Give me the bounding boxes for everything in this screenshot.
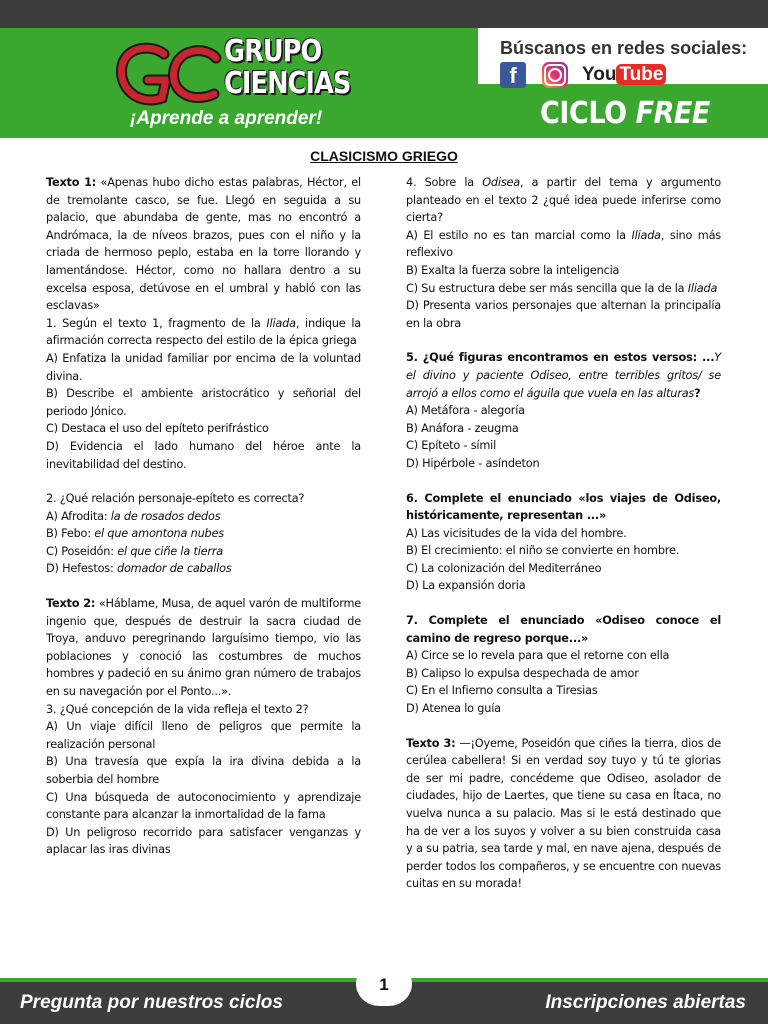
social-title: Búscanos en redes sociales:: [500, 38, 748, 58]
texto3-body: —¡Oyeme, Poseidón que ciñes la tierra, dios de cerúlea cabellera! Si en verdad soy tuyo y tú te glorias de ser mi padre, concédeme que Odiseo, asolador de ciudades, hijo de Laertes, que tiene su casa en Ítaca, no vuelva nunca a su palacio. Mas si le está destinado que ha de ver a los suyos y volver a su bien construida casa y a su patria, sea tarde y mal, en nave ajena, después de perder todos los compañeros, y se encuentre con nuevas cuitas en su morada!: [406, 736, 721, 891]
q5-option-c: C) Epíteto - símil: [406, 439, 497, 453]
q1-text-a: 1. Según el texto 1, fragmento de la: [46, 316, 267, 330]
texto1: [46, 174, 361, 315]
ciclo-word: CICLO: [540, 96, 627, 131]
question-7: 7. Complete el enunciado «Odiseo conoce el camino de regreso porque...»: [406, 614, 721, 645]
q4-a-tail: , sino más reflexivo: [406, 228, 721, 260]
q2-option-c: [46, 543, 361, 561]
texto1-body: «Apenas hubo dicho estas palabras, Héctor, el de tremolante casco, se fue. Llegó en seguida a su palacio, que abundaba de gente, mas no encontró a Andrómaca, la de níveos brazos, pues con el niño y la criada de hermoso peplo, estaba en la torre llorando y lamentándose. Héctor, como no hallara dentro a su excelsa esposa, detúvose en el umbral y habló con las esclavas»: [46, 176, 361, 313]
brand-name-line1: GRUPO: [224, 34, 322, 69]
q4-option-a: [406, 227, 721, 262]
slogan: ¡Aprende a aprender!: [130, 108, 323, 129]
texto3: [406, 735, 721, 893]
q4-option-b: B) Exalta la fuerza sobre la inteligencia: [406, 263, 620, 277]
question-5: [406, 349, 721, 402]
q2-b-label: B) Febo:: [46, 527, 95, 541]
q2-d-epithet: domador de caballos: [116, 562, 232, 576]
page-title: CLASICISMO GRIEGO: [310, 148, 458, 164]
q6-option-b: B) El crecimiento: el niño se convierte en hombre.: [406, 544, 680, 558]
q2-option-b: [46, 525, 361, 543]
question-2: 2. ¿Qué relación personaje-epíteto es correcta?: [46, 492, 305, 506]
brand-name-line2: CIENCIAS: [224, 66, 351, 101]
q6-option-d: D) La expansión doria: [406, 579, 526, 593]
q2-c-label: C) Poseidón:: [46, 544, 118, 558]
q7-option-c: C) En el Infierno consulta a Tiresias: [406, 684, 598, 698]
q3-option-a: A) Un viaje difícil lleno de peligros que permite la realización personal: [46, 720, 361, 751]
texto1-label: Texto 1:: [46, 176, 97, 189]
q2-c-epithet: el que ciñe la tierra: [117, 544, 224, 558]
q7-option-b: B) Calipso lo expulsa despechada de amor: [406, 666, 639, 680]
texto2: [46, 595, 361, 701]
q7-option-d: D) Atenea lo guía: [406, 702, 501, 716]
texto2-label: Texto 2:: [46, 597, 96, 611]
header-top-bar: [0, 0, 768, 28]
left-column: [46, 174, 361, 859]
header-banner: [0, 0, 768, 140]
q2-option-a: [46, 508, 361, 526]
q3-option-b: B) Una travesía que expía la ira divina debida a la soberbia del hombre: [46, 755, 361, 786]
q4-text-a: 4. Sobre la: [406, 176, 483, 189]
q2-option-d: [46, 560, 361, 578]
texto2-body: «Háblame, Musa, de aquel varón de multiforme ingenio que, después de destruir la sacra ciudad de Troya, anduvo peregrinando larguísimo tiempo, vio las poblaciones y conoció las costumbres de muchos hombres y padeció en su ánimo gran número de trabajos en su navegación por el Ponto...».: [46, 597, 361, 699]
q2-d-label: D) Hefestos:: [46, 562, 117, 576]
question-3: 3. ¿Qué concepción de la vida refleja el texto 2?: [46, 702, 309, 716]
q5-verses: Y el divino y paciente Odiseo, entre terribles gritos/ se arrojó a ellos como el águila que vuela en las alturas: [406, 351, 721, 400]
free-word: FREE: [635, 96, 710, 131]
footer-left-text: Pregunta por nuestros ciclos: [20, 992, 283, 1013]
question-4: [406, 174, 721, 227]
q5-option-d: D) Hipérbole - asíndeton: [406, 456, 540, 470]
q5-option-a: A) Metáfora - alegoría: [406, 404, 525, 418]
question-1: [46, 315, 361, 350]
q5-option-b: B) Anáfora - zeugma: [406, 421, 519, 435]
q7-option-a: A) Circe se lo revela para que el retorne con ella: [406, 649, 670, 663]
q2-a-epithet: la de rosados dedos: [110, 509, 221, 523]
q2-b-epithet: el que amontona nubes: [94, 527, 224, 541]
q6-option-a: A) Las vicisitudes de la vida del hombre.: [406, 526, 627, 540]
q2-a-label: A) Afrodita:: [46, 509, 111, 523]
q1-option-a: A) Enfatiza la unidad familiar por encima de la voluntad divina.: [46, 351, 361, 383]
q1-option-d: D) Evidencia el lado humano del héroe ante la inevitabilidad del destino.: [46, 439, 361, 471]
instagram-icon[interactable]: [542, 62, 568, 88]
q4-c-italic: Iliada: [687, 281, 718, 295]
q4-a-text: A) El estilo no es tan marcial como la: [406, 228, 632, 242]
q3-option-d: D) Un peligroso recorrido para satisfacer venganzas y aplacar las iras divinas: [46, 825, 361, 857]
youtube-icon[interactable]: [582, 62, 664, 88]
youtube-tube: Tube: [616, 64, 666, 85]
ciclo-free-label: [540, 96, 710, 131]
q1-text-b: , indique la afirmación correcta respecto del estilo de la épica griega: [46, 316, 361, 348]
right-column: [406, 174, 721, 893]
q4-option-c: [406, 280, 721, 298]
q4-italic: Odisea: [482, 176, 520, 189]
q5-text-a: 5. ¿Qué figuras encontramos en estos versos: ...: [406, 351, 715, 365]
q5-text-b: ?: [694, 386, 701, 400]
q6-option-c: C) La colonización del Mediterráneo: [406, 561, 602, 575]
gc-logo-icon: [112, 40, 230, 112]
q4-c-text: C) Su estructura debe ser más sencilla que la de la: [406, 281, 688, 295]
question-6: 6. Complete el enunciado «los viajes de Odiseo, históricamente, representan ...»: [406, 491, 721, 523]
q4-text-b: , a partir del tema y argumento planteado en el texto 2 ¿qué idea puede inferirse como cierta?: [406, 176, 722, 225]
q1-option-c: C) Destaca el uso del epíteto perifrástico: [46, 422, 269, 436]
page-number: 1: [356, 962, 412, 1006]
texto3-label: Texto 3:: [406, 736, 456, 750]
youtube-you: You: [582, 64, 617, 85]
q1-option-b: B) Describe el ambiente aristocrático y señorial del periodo Jónico.: [46, 387, 361, 418]
facebook-icon[interactable]: f: [500, 62, 526, 88]
q4-option-d: D) Presenta varios personajes que alternan la principalía en la obra: [406, 299, 721, 330]
q1-italic: Iliada: [266, 316, 296, 330]
q3-option-c: C) Una búsqueda de autoconocimiento y aprendizaje constante para alcanzar la inmortalidad de la fama: [46, 790, 361, 822]
q4-a-italic: Iliada: [631, 228, 661, 242]
footer-right-text: Inscripciones abiertas: [545, 992, 746, 1013]
